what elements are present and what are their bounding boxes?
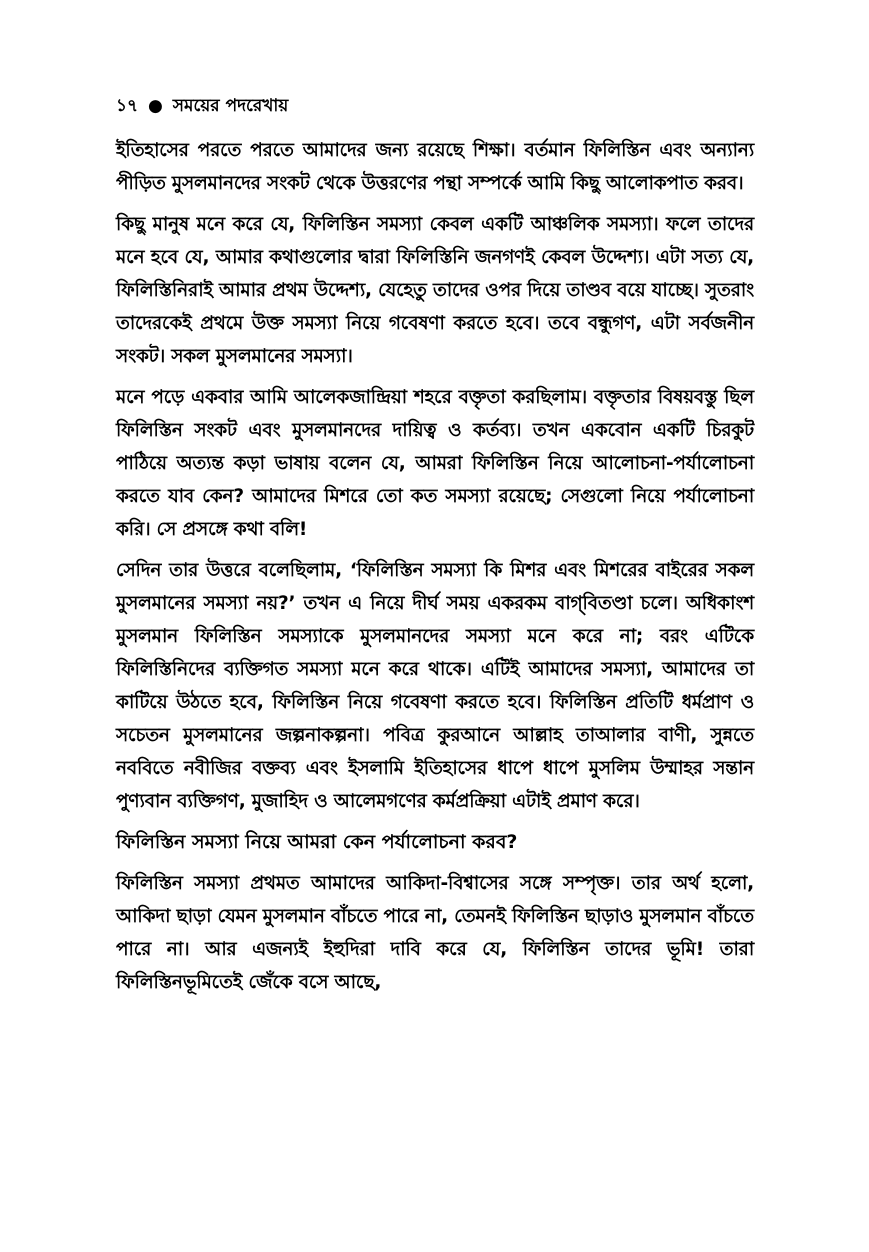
paragraph-2: কিছু মানুষ মনে করে যে, ফিলিস্তিন সমস্যা কেবল একটি আঞ্চলিক সমস্যা। ফলে তাদের মনে হবে যে, আমার কথাগুলোর দ্বারা ফিলিস্তিনি জনগণই কেবল উদ্দেশ্য। এটা সত্য যে, ফিলিস্তিনিরাই আমার প্রথম উদ্দেশ্য, যেহেতু তাদের ওপর দিয়ে তাণ্ডব বয়ে যাচ্ছে। সুতরাং তাদেরকেই প্রথমে উক্ত সমস্যা নিয়ে গবেষণা করতে হবে। তবে বন্ধুগণ, এটা সর্বজনীন সংকট। সকল মুসলমানের সমস্যা।: [116, 214, 754, 367]
page-number: ১৭: [116, 96, 139, 116]
book-title: সময়ের পদরেখায়: [172, 96, 289, 116]
section-paragraph: ফিলিস্তিন সমস্যা প্রথমত আমাদের আকিদা-বিশ্বাসের সঙ্গে সম্পৃক্ত। তার অর্থ হলো, আকিদা ছাড়া যেমন মুসলমান বাঁচতে পারে না, তেমনই ফিলিস্তিন ছাড়াও মুসলমান বাঁচতে পারে না। আর এজন্যই ইহুদিরা দাবি করে যে, ফিলিস্তিন তাদের ভূমি! তারা ফিলিস্তিনভূমিতেই জেঁকে বসে আছে,: [116, 873, 754, 993]
section-heading: ফিলিস্তিন সমস্যা নিয়ে আমরা কেন পর্যালোচনা করব?: [116, 831, 518, 853]
paragraph-4: সেদিন তার উত্তরে বলেছিলাম, ‘ফিলিস্তিন সমস্যা কি মিশর এবং মিশরের বাইরের সকল মুসলমানের সমস্যা নয়?’ তখন এ নিয়ে দীর্ঘ সময় একরকম বাগ্‌বিতণ্ডা চলে। অধিকাংশ মুসলমান ফিলিস্তিন সমস্যাকে মুসলমানদের সমস্যা মনে করে না; বরং এটিকে ফিলিস্তিনিদের ব্যক্তিগত সমস্যা মনে করে থাকে। এটিই আমাদের সমস্যা, আমাদের তা কাটিয়ে উঠতে হবে, ফিলিস্তিন নিয়ে গবেষণা করতে হবে। ফিলিস্তিন প্রতিটি ধর্মপ্রাণ ও সচেতন মুসলমানের জল্পনাকল্পনা। পবিত্র কুরআনে আল্লাহ তাআলার বাণী, সুন্নতে নববিতে নবীজির বক্তব্য এবং ইসলামি ইতিহাসের ধাপে ধাপে মুসলিম উম্মাহর সন্তান পুণ্যবান ব্যক্তিগণ, মুজাহিদ ও আলেমগণের কর্মপ্রক্রিয়া এটাই প্রমাণ করে।: [116, 560, 754, 812]
book-page: [116, 94, 754, 1007]
running-header: [116, 94, 754, 118]
header-bullet: ●: [148, 96, 163, 116]
paragraph-3: মনে পড়ে একবার আমি আলেকজান্দ্রিয়া শহরে বক্তৃতা করছিলাম। বক্তৃতার বিষয়বস্তু ছিল ফিলিস্তিন সংকট এবং মুসলমানদের দায়িত্ব ও কর্তব্য। তখন একবোন একটি চিরকুট পাঠিয়ে অত্যন্ত কড়া ভাষায় বলেন যে, আমরা ফিলিস্তিন নিয়ে আলোচনা-পর্যালোচনা করতে যাব কেন? আমাদের মিশরে তো কত সমস্যা রয়েছে; সেগুলো নিয়ে পর্যালোচনা করি। সে প্রসঙ্গে কথা বলি!: [116, 387, 754, 540]
paragraph-1: ইতিহাসের পরতে পরতে আমাদের জন্য রয়েছে শিক্ষা। বর্তমান ফিলিস্তিন এবং অন্যান্য পীড়িত মুসলমানদের সংকট থেকে উত্তরণের পন্থা সম্পর্কে আমি কিছু আলোকপাত করব।: [116, 140, 754, 194]
